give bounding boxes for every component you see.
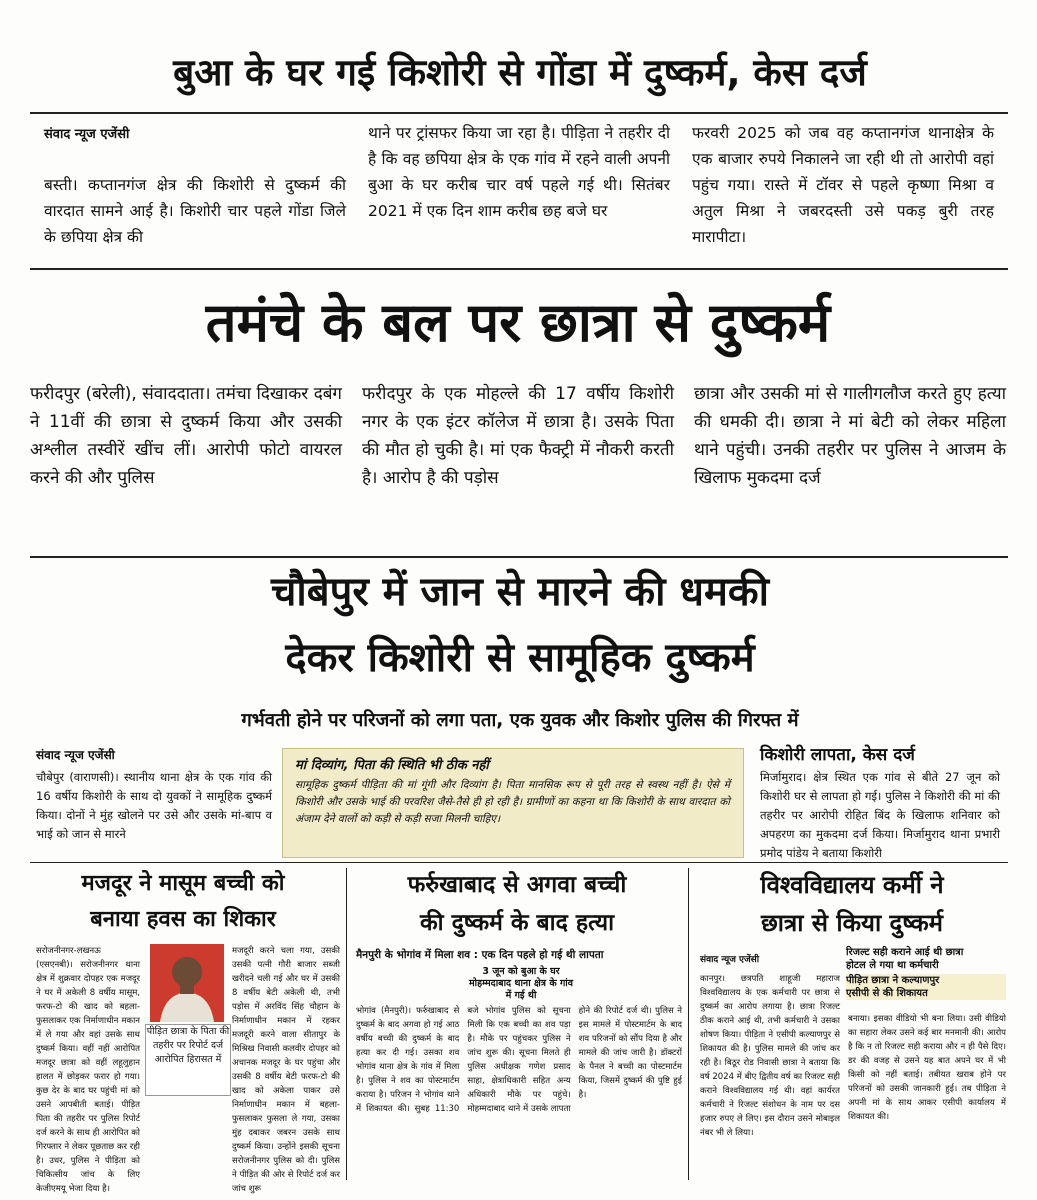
story4-body: मिर्जामुराद। क्षेत्र स्थित एक गांव से बीते 27 जून को किशोरी घर से लापता हो गई। पुलिस ने किशोरी की मां की तहरीर पर आरोपी रोहित बिंद के खिलाफ शनिवार को अपहरण का मुकदमा दर्ज किया। मिर्जामुराद थाना प्रभारी प्रमोद पांडेय ने बताया किशोरी <box>760 770 1000 860</box>
story6-headline-line-1: फर्रुखाबाद से अगवा बच्ची <box>407 872 627 898</box>
story7-highlight-line-2: होटल ले गया था कर्मचारी <box>846 960 939 971</box>
divider <box>30 112 1008 114</box>
story3-body: चौबेपुर (वाराणसी)। स्थानीय थाना क्षेत्र के एक गांव की 16 वर्षीय किशोरी के साथ दो युवकों ने सामूहिक दुष्कर्म किया। दोनों ने मुंह खोलने पर उसे और उसके मां-बाप व भाई को जान से मारने <box>36 770 272 841</box>
divider <box>30 556 1008 558</box>
divider <box>30 268 1008 270</box>
story3-sidebar-box <box>282 748 744 858</box>
story3-byline: संवाद न्यूज एजेंसी <box>36 748 115 762</box>
person-icon <box>150 944 224 1022</box>
story5-headline-line-1: मजदूर ने मासूम बच्ची को <box>81 871 285 896</box>
photo-caption: पीड़ित छात्रा के पिता की तहरीर पर रिपोर्ट दर्ज आरोपित हिरासत में <box>145 1024 231 1096</box>
story7-byline: संवाद न्यूज एजेंसी <box>700 955 760 965</box>
story1-column-1: बस्ती। कप्तानगंज क्षेत्र की किशोरी से दुष्कर्म की वारदात सामने आई है। किशोरी चार पहले गोंडा जिले के छपिया क्षेत्र की <box>44 176 346 246</box>
divider <box>688 868 689 1180</box>
story6-subheadline: मैनपुरी के भोगांव में मिला शव : एक दिन पहले हो गई थी लापता <box>356 949 604 961</box>
divider <box>346 868 347 1180</box>
story6-headline-line-2: की दुष्कर्म के बाद हत्या <box>419 910 615 936</box>
story3-subheadline: गर्भवती होने पर परिजनों को लगा पता, एक युवक और किशोर पुलिस की गिरफ्त में <box>241 710 799 731</box>
story3-sidebar-title: मां दिव्यांग, पिता की स्थिति भी ठीक नहीं <box>295 758 489 773</box>
story1-column-2: थाने पर ट्रांसफर किया जा रहा है। पीड़िता ने तहरीर दी है कि वह छपिया क्षेत्र के एक गांव में रहने वाली अपनी बुआ के घर करीब चार वर्ष पहले गई थी। सितंबर 2021 में एक दिन शाम करीब छह बजे घर <box>368 124 670 220</box>
story6-pull-quote: 3 जून को बुआ के घर मोहम्मदाबाद थाना क्षेत्र के गांव में गई थी <box>468 966 574 1001</box>
story2-column-1: फरीदपुर (बरेली), संवाददाता। तमंचा दिखाकर दबंग ने 11वीं की छात्रा से दुष्कर्म किया और उसकी अश्लील तस्वीरें खींच लीं। आरोपी फोटो वायरल करने की और पुलिस <box>30 384 342 488</box>
story4-headline: किशोरी लापता, केस दर्ज <box>760 745 915 765</box>
story1-headline: बुआ के घर गई किशोरी से गोंडा में दुष्कर्म, केस दर्ज <box>173 51 867 94</box>
story7-highlight-line-1: रिजल्ट सही कराने आई थी छात्रा <box>846 947 964 958</box>
story5-column-2: मजदूरी करने चला गया, उसकी उसकी पत्नी गौरी बाजार सब्जी खरीदने चली गई और घर में उसकी 8 वर्षीय बेटी अकेली थी, तभी पड़ोस में अरविंद सिंह चौहान के निर्माणाधीन मकान में रहकर मजदूरी करने वाला सीतापुर के मिश्रिख निवासी कलवीर दोपहर को अचानक मजदूर के घर पहुंचा और उसकी 8 वर्षीय बेटी फरफ-टो की खाद को अकेला पाकर उसे निर्माणाधीन मकान में बहला-फुसलाकर फुसला ले गया, उसका मुंह दबाकर जबरन उसके साथ दुष्कर्म किया। उन्होंने इसकी सूचना सरोजनीनगर पुलिस को दी। पुलिस ने पीड़ित की ओर से रिपोर्ट दर्ज कर जांच शुरू <box>232 946 340 1194</box>
story5-headline-line-2: बनाया हवस का शिकार <box>90 907 276 932</box>
story7-headline-line-1: विश्वविद्यालय कर्मी ने <box>760 871 944 899</box>
story7-highlight-line-3: पीड़ित छात्रा ने कल्याणपुर <box>846 974 1006 987</box>
story7-column-1: कानपुर। छत्रपति शाहूजी महाराज विश्वविद्यालय के एक कर्मचारी पर छात्रा से दुष्कर्म का आरोप लगाया है। छात्रा रिजल्ट ठीक कराने आई थी, तभी कर्मचारी ने उसका शोषण किया। पीड़िता ने एसीपी कल्याणपुर से शिकायत की है। पुलिस मामले की जांच कर रही है। बिठूर रोड निवासी छात्रा ने बताया कि वर्ष 2024 में बीए द्वितीय वर्ष का रिजल्ट सही कराने विश्वविद्यालय गई थी। वहां कार्यरत कर्मचारी ने रिजल्ट संशोधन के नाम पर दस हजार रुपए ले लिए। इस दौरान उसने मोबाइल नंबर भी ले लिया। <box>700 974 840 1138</box>
story1-byline: संवाद न्यूज एजेंसी <box>44 127 130 142</box>
story3-headline-line-2: देकर किशोरी से सामूहिक दुष्कर्म <box>285 635 755 681</box>
story1-column-3: फरवरी 2025 को जब वह कप्तानगंज थानाक्षेत्र के एक बाजार रुपये निकालने जा रही थी तो आरोपी वहां पहुंच गया। रास्ते में टॉवर से पहले कृष्णा मिश्रा व अतुल मिश्रा ने जबरदस्ती उसे पकड़ बुरी तरह मारापीटा। <box>692 124 994 246</box>
story7-highlight-line-4: एसीपी से की शिकायत <box>846 987 1006 1000</box>
story5-column-1: सरोजनीनगर-लखनऊ (एसएनबी)। सरोजनीनगर थाना क्षेत्र में शुक्रवार दोपहर एक मजदूर ने घर में अकेली 8 वर्षीय मासूम, फरफ-टो की खाद को बहला-फुसलाकर एक निर्माणाधीन मकान में ले गया और वहां उसके साथ दुष्कर्म किया। वहीं नहीं आरोपित मजदूर छात्रा को वहीं लहूलुहान हालत में छोड़कर फरार हो गया। कुछ देर के बाद घर पहुंची मां को उसने आपबीती बताई। पीड़ित पिता की तहरीर पर पुलिस रिपोर्ट दर्ज करने के साथ ही आरोपित को गिरफ्तार ने लेकर पूछताछ कर रही है। उधर, पुलिस ने पीड़िता को चिकित्सीय जांच के लिए केजीएमयू भेजा दिया है। <box>36 946 140 1194</box>
accused-photo <box>150 944 224 1022</box>
story3-sidebar-body: सामूहिक दुष्कर्म पीड़िता की मां गूंगी और दिव्यांग है। पिता मानसिक रूप से पूरी तरह से स्वस्थ नहीं है। ऐसे में किशोरी और उसके भाई की परवरिश जैसे-तैसे ही हो रही है। ग्रामीणों का कहना था कि किशोरी के साथ वारदात को अंजाम देने वालों को कड़ी से कड़ी सजा मिलनी चाहिए। <box>295 779 730 825</box>
story2-headline: तमंचे के बल पर छात्रा से दुष्कर्म <box>205 291 831 354</box>
divider <box>30 862 1008 863</box>
story2-column-2: फरीदपुर के एक मोहल्ले की 17 वर्षीय किशोरी नगर के एक इंटर कॉलेज में छात्रा है। उसके पिता की मौत हो चुकी है। मां एक फैक्ट्री में नौकरी करती है। आरोप है की पड़ोस <box>362 384 674 488</box>
story2-column-3: छात्रा और उसकी मां से गालीगलौज करते हुए हत्या की धमकी दी। छात्रा ने मां बेटी को लेकर महिला थाने पहुंची। उनकी तहरीर पर पुलिस ने आजम के खिलाफ मुकदमा दर्ज <box>694 384 1006 488</box>
story7-highlight <box>846 946 1006 1000</box>
story7-headline-line-2: छात्रा से किया दुष्कर्म <box>760 909 944 937</box>
story7-column-2: बनाया। इसका वीडियो भी बना लिया। उसी वीडियो का सहारा लेकर उसने कई बार मनमानी की। आरोप है कि न तो रिजल्ट सही कराया और न ही पैसे दिए। डर की वजह से उसने यह बात अपने घर में भी किसी को नहीं बताई। तबीयत खराब होने पर परिजनों को उसकी जानकारी हुई। तब पीड़िता ने अपनी मां के साथ आकर एसीपी कार्यालय में शिकायत की। <box>848 1014 1006 1122</box>
story3-headline-line-1: चौबेपुर में जान से मारने की धमकी <box>271 569 769 615</box>
story6-body: भोगांव (मैनपुरी)। फर्रुखाबाद से दुष्कर्म के बाद अगवा हो गई आठ वर्षीय बच्ची की दुष्कर्म के बाद हत्या कर दी गई। उसका शव भोगांव थाना क्षेत्र के गांव में मिला है। पुलिस ने शव का पोस्टमार्टम कराया है। परिजन ने भोगांव थाने में शिकायत की। सुबह 11:30 बजे भोगांव पुलिस को सूचना मिली कि एक बच्ची का शव पड़ा है। मौके पर पहुंचकर पुलिस ने जांच शुरू की। सूचना मिलते ही पुलिस अधीक्षक गणेश प्रसाद साहा, क्षेत्राधिकारी सहित अन्य अधिकारी मौके पर पहुंचे। मोहम्मदाबाद थाने में उसके लापता होने की रिपोर्ट दर्ज थी। पुलिस ने इस मामले में पोस्टमार्टम के बाद शव परिजनों को सौंप दिया है और मामले की जांच जारी है। डॉक्टरों के पैनल ने बच्ची का पोस्टमार्टम किया, जिसमें दुष्कर्म की पुष्टि हुई है। <box>356 1006 682 1114</box>
